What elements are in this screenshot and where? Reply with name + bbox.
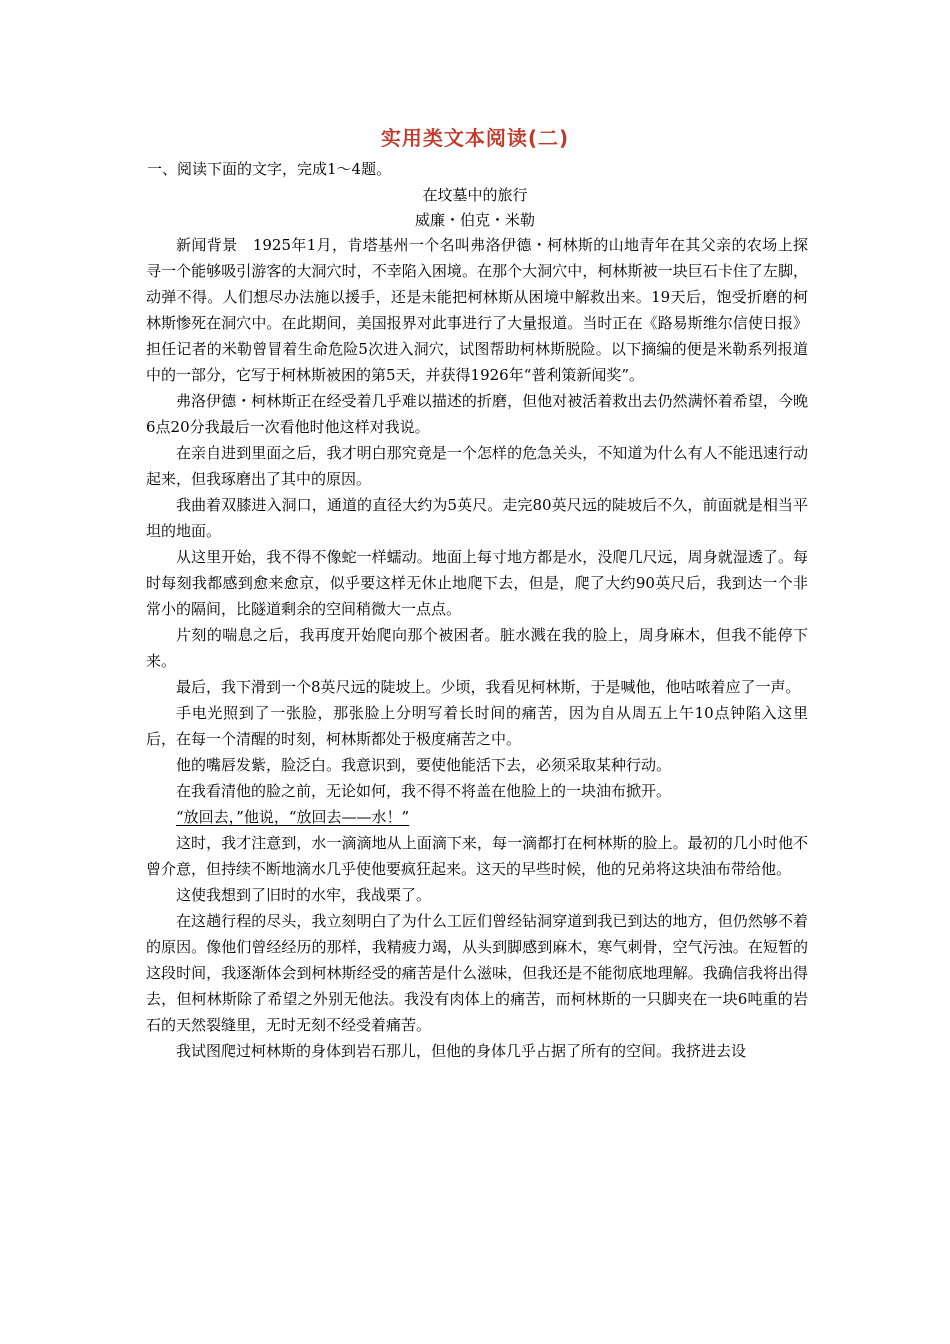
paragraph: 片刻的喘息之后，我再度开始爬向那个被困者。脏水溅在我的脸上，周身麻木，但我不能停下来。 [146, 626, 808, 670]
underlined-quote-paragraph [146, 804, 808, 830]
paragraph: 从这里开始，我不得不像蛇一样蠕动。地面上每寸地方都是水，没爬几尺远，周身就湿透了。每时每刻我都感到愈来愈京，似乎要这样无休止地爬下去，但是，爬了大约90英尺后，我到达一个非常小的隔间，比隧道剩余的空间稍微大一点点。 [146, 548, 808, 618]
paragraph: 新闻背景 1925年1月，肯塔基州一个名叫弗洛伊德・柯林斯的山地青年在其父亲的农场上探寻一个能够吸引游客的大洞穴时，不幸陷入困境。在那个大洞穴中，柯林斯被一块巨石卡住了左脚，动弹不得。人们想尽办法施以援手，还是未能把柯林斯从困境中解救出来。19天后，饱受折磨的柯林斯惨死在洞穴中。在此期间，美国报界对此事进行了大量报道。当时正在《路易斯维尔信使日报》担任记者的米勒曾冒着生命危险5次进入洞穴，试图帮助柯林斯脱险。以下摘编的便是米勒系列报道中的一部分，它写于柯林斯被困的第5天，并获得1926年“普利策新闻奖”。 [146, 236, 808, 384]
paragraph: 弗洛伊德・柯林斯正在经受着几乎难以描述的折磨，但他对被活着救出去仍然满怀着希望，今晚6点20分我最后一次看他时他这样对我说。 [146, 392, 808, 436]
section-heading: 一、阅读下面的文字，完成1～4题。 [147, 160, 392, 178]
paragraph: 我试图爬过柯林斯的身体到岩石那儿，但他的身体几乎占据了所有的空间。我挤进去设 [176, 1042, 747, 1060]
paragraph: 这时，我才注意到，水一滴滴地从上面滴下来，每一滴都打在柯林斯的脸上。最初的几小时他不曾介意，但持续不断地滴水几乎使他要疯狂起来。这天的早些时候，他的兄弟将这块油布带给他。 [146, 834, 808, 878]
paragraph: 在这趟行程的尽头，我立刻明白了为什么工匠们曾经钻洞穿道到我已到达的地方，但仍然够不着的原因。像他们曾经经历的那样，我精疲力竭，从头到脚感到麻木，寒气刺骨，空气污浊。在短暂的这段时间，我逐渐体会到柯林斯经受的痛苦是什么滋味，但我还是不能彻底地理解。我确信我将出得去，但柯林斯除了希望之外别无他法。我没有肉体上的痛苦，而柯林斯的一只脚夹在一块6吨重的岩石的天然裂缝里，无时无刻不经受着痛苦。 [146, 912, 808, 1034]
underlined-quote: “放回去，”他说，“放回去——水！” [176, 808, 410, 826]
article-title: 在坟墓中的旅行 [422, 186, 528, 204]
paragraph: 我曲着双膝进入洞口，通道的直径大约为5英尺。走完80英尺远的陡坡后不久，前面就是相当平坦的地面。 [146, 496, 808, 540]
paragraph: 这使我想到了旧时的水牢，我战栗了。 [176, 886, 432, 904]
paragraph: 在亲自进到里面之后，我才明白那究竟是一个怎样的危急关头，不知道为什么有人不能迅速行动起来，但我琢磨出了其中的原因。 [146, 444, 808, 488]
article-author: 威廉・伯克・米勒 [414, 211, 535, 229]
paragraph: 手电光照到了一张脸，那张脸上分明写着长时间的痛苦，因为自从周五上午10点钟陷入这里后，在每一个清醒的时刻，柯林斯都处于极度痛苦之中。 [146, 704, 808, 748]
page-title: 实用类文本阅读(二) [380, 126, 570, 150]
paragraph: 最后，我下滑到一个8英尺远的陡坡上。少顷，我看见柯林斯，于是喊他，他咕哝着应了一声。 [176, 678, 801, 696]
paragraph: 他的嘴唇发紫，脸泛白。我意识到，要使他能活下去，必须采取某种行动。 [176, 756, 672, 774]
paragraph: 在我看清他的脸之前，无论如何，我不得不将盖在他脸上的一块油布掀开。 [176, 782, 672, 800]
article-body [146, 232, 808, 1064]
